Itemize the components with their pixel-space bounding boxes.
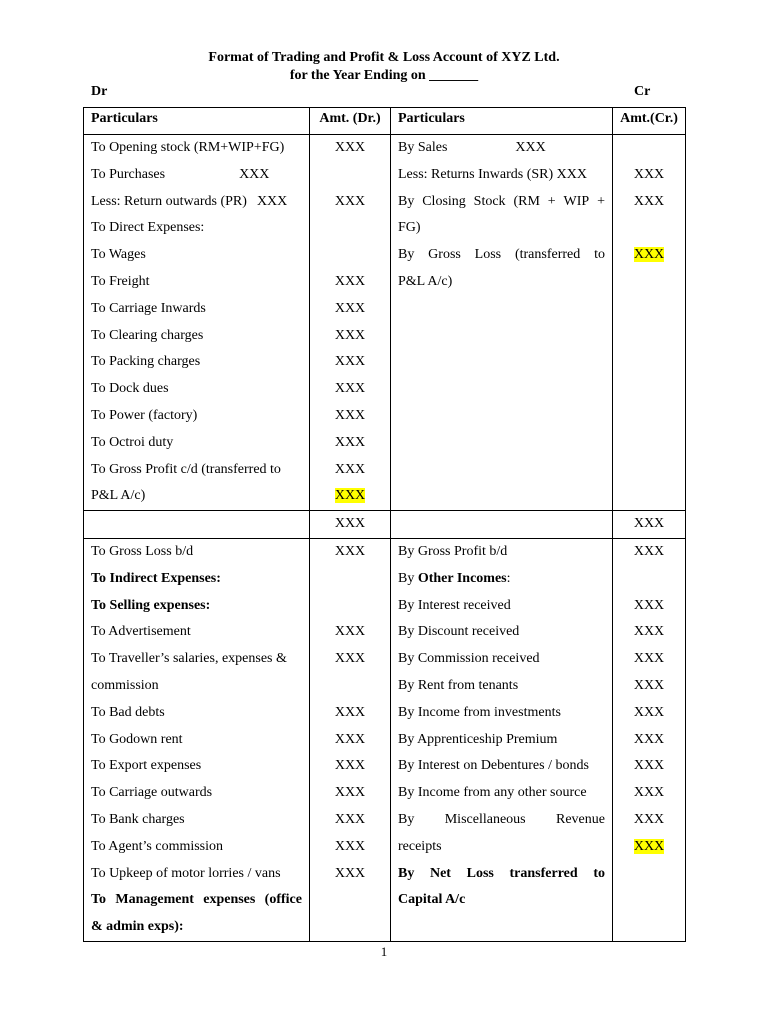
particular-word: Miscellaneous bbox=[444, 811, 526, 827]
cr-particulars bbox=[391, 162, 613, 189]
amount-value: XXX bbox=[334, 838, 366, 854]
header-particulars-dr: Particulars bbox=[84, 108, 310, 135]
amount-value: XXX bbox=[334, 193, 366, 209]
particular-text: To Freight bbox=[91, 273, 150, 289]
document-title: Format of Trading and Profit & Loss Account of XYZ Ltd. bbox=[208, 50, 560, 65]
particular-word: + bbox=[597, 193, 605, 209]
particular-word: WIP bbox=[563, 193, 590, 209]
dr-amount bbox=[310, 914, 391, 941]
amount-value: XXX bbox=[633, 758, 665, 774]
cr-particulars bbox=[391, 861, 613, 888]
dr-amount bbox=[310, 807, 391, 834]
dr-amount bbox=[310, 457, 391, 484]
cr-particulars-empty bbox=[391, 430, 613, 457]
account-row bbox=[84, 566, 686, 593]
particular-word: transferred bbox=[509, 865, 578, 881]
dr-amount bbox=[310, 566, 391, 593]
dr-amount bbox=[310, 673, 391, 700]
amount-value: XXX bbox=[334, 381, 366, 397]
account-row bbox=[84, 296, 686, 323]
particular-suffix: : bbox=[506, 570, 511, 586]
particular-justified-text bbox=[398, 861, 605, 888]
dr-amount bbox=[310, 162, 391, 189]
highlighted-amount: XXX bbox=[633, 247, 665, 263]
dr-particulars bbox=[84, 538, 310, 565]
dr-particulars bbox=[84, 242, 310, 269]
particular-text: Less: Returns Inwards (SR) XXX bbox=[398, 166, 587, 182]
particular-text: To Agent’s commission bbox=[91, 838, 224, 854]
dr-particulars bbox=[84, 135, 310, 162]
account-row bbox=[84, 673, 686, 700]
particular-text: To Advertisement bbox=[91, 624, 191, 640]
account-row bbox=[84, 593, 686, 620]
total-amount-cr: XXX bbox=[613, 511, 686, 539]
cr-amount bbox=[613, 914, 686, 941]
particular-bold-text: Other Incomes bbox=[417, 570, 507, 586]
particular-word: (transferred bbox=[514, 247, 581, 263]
account-row bbox=[84, 162, 686, 189]
amount-value: XXX bbox=[334, 731, 366, 747]
amount-value: XXX bbox=[633, 677, 665, 693]
account-row bbox=[84, 135, 686, 162]
cr-particulars bbox=[391, 215, 613, 242]
particular-text: To Gross Profit c/d (transferred to bbox=[91, 461, 281, 477]
amount-value: XXX bbox=[633, 624, 665, 640]
particular-text: To Power (factory) bbox=[91, 407, 198, 423]
cr-particulars bbox=[391, 135, 613, 162]
dr-amount bbox=[310, 323, 391, 350]
particular-text: By Commission received bbox=[398, 651, 540, 667]
account-row bbox=[84, 457, 686, 484]
particular-text: To Gross Loss b/d bbox=[91, 543, 194, 559]
cr-particulars bbox=[391, 727, 613, 754]
amount-value: XXX bbox=[334, 651, 366, 667]
particular-text: FG) bbox=[398, 220, 421, 236]
dr-amount bbox=[310, 780, 391, 807]
dr-amount bbox=[310, 887, 391, 914]
account-row bbox=[84, 887, 686, 914]
account-row bbox=[84, 753, 686, 780]
dr-particulars bbox=[84, 457, 310, 484]
cr-amount bbox=[613, 861, 686, 888]
dr-amount bbox=[310, 538, 391, 565]
dr-particulars bbox=[84, 646, 310, 673]
account-row bbox=[84, 483, 686, 510]
cr-amount bbox=[613, 673, 686, 700]
particular-justified-text bbox=[91, 887, 302, 914]
dr-particulars bbox=[84, 753, 310, 780]
dr-amount bbox=[310, 646, 391, 673]
dr-particulars bbox=[84, 566, 310, 593]
particular-word: expenses bbox=[203, 892, 256, 908]
highlighted-amount: XXX bbox=[334, 488, 366, 504]
particular-text: By Income from investments bbox=[398, 704, 561, 720]
dr-particulars bbox=[84, 887, 310, 914]
particular-word: To bbox=[91, 892, 107, 908]
dr-particulars bbox=[84, 162, 310, 189]
particular-text: receipts bbox=[398, 838, 442, 854]
amount-value: XXX bbox=[334, 624, 366, 640]
dr-particulars bbox=[84, 269, 310, 296]
account-row bbox=[84, 376, 686, 403]
amount-value: XXX bbox=[334, 140, 366, 155]
particular-text: P&L A/c) bbox=[91, 488, 146, 504]
particular-text: Less: Return outwards (PR) bbox=[91, 193, 247, 209]
account-row bbox=[84, 242, 686, 269]
amount-value: XXX bbox=[334, 461, 366, 477]
particular-text: Capital A/c bbox=[398, 892, 466, 908]
amount-value: XXX bbox=[334, 354, 366, 370]
dr-amount bbox=[310, 753, 391, 780]
cr-particulars-empty bbox=[391, 403, 613, 430]
cr-amount bbox=[613, 753, 686, 780]
dr-amount bbox=[310, 189, 391, 216]
cr-amount bbox=[613, 376, 686, 403]
account-row bbox=[84, 646, 686, 673]
account-row bbox=[84, 727, 686, 754]
particular-justified-text bbox=[398, 242, 605, 269]
particular-text: To Direct Expenses: bbox=[91, 220, 205, 236]
amount-value: XXX bbox=[334, 543, 366, 559]
cr-amount bbox=[613, 538, 686, 565]
dr-amount bbox=[310, 403, 391, 430]
dr-amount bbox=[310, 593, 391, 620]
dr-amount bbox=[310, 861, 391, 888]
particular-text: To Octroi duty bbox=[91, 434, 174, 450]
amount-value: XXX bbox=[633, 731, 665, 747]
particular-text: To Selling expenses: bbox=[91, 597, 211, 613]
amount-value: XXX bbox=[334, 865, 366, 881]
particular-text: To Bank charges bbox=[91, 811, 185, 827]
amount-value: XXX bbox=[633, 785, 665, 801]
particular-word: Loss bbox=[466, 865, 494, 881]
dr-amount bbox=[310, 727, 391, 754]
trading-pl-account-table bbox=[83, 107, 686, 942]
dr-amount bbox=[310, 619, 391, 646]
dr-particulars bbox=[84, 727, 310, 754]
particular-word: + bbox=[547, 193, 556, 209]
account-row bbox=[84, 834, 686, 861]
cr-particulars-empty bbox=[391, 376, 613, 403]
particular-text: By Sales bbox=[398, 140, 448, 155]
cr-particulars bbox=[391, 700, 613, 727]
particular-text: By Discount received bbox=[398, 624, 520, 640]
account-row bbox=[84, 189, 686, 216]
particular-word: By bbox=[398, 193, 415, 209]
particular-word: Stock bbox=[473, 193, 506, 209]
particular-text: P&L A/c) bbox=[398, 273, 453, 289]
dr-particulars bbox=[84, 673, 310, 700]
cr-amount bbox=[613, 189, 686, 216]
cr-particulars bbox=[391, 753, 613, 780]
cr-amount bbox=[613, 834, 686, 861]
dr-particulars bbox=[84, 349, 310, 376]
dr-particulars bbox=[84, 189, 310, 216]
cr-amount bbox=[613, 242, 686, 269]
account-row bbox=[84, 780, 686, 807]
particular-text: To Traveller’s salaries, expenses & bbox=[91, 651, 287, 667]
dr-particulars bbox=[84, 323, 310, 350]
dr-amount bbox=[310, 242, 391, 269]
totals-blank-dr bbox=[84, 511, 310, 539]
particular-text: To Indirect Expenses: bbox=[91, 570, 221, 586]
particular-text: To Opening stock (RM+WIP+FG) bbox=[91, 140, 285, 155]
cr-particulars bbox=[391, 646, 613, 673]
dr-amount bbox=[310, 215, 391, 242]
particular-text: To Purchases bbox=[91, 166, 166, 182]
amount-value: XXX bbox=[334, 758, 366, 774]
dr-particulars bbox=[84, 376, 310, 403]
particular-word: Revenue bbox=[556, 811, 605, 827]
cr-particulars bbox=[391, 887, 613, 914]
cr-amount bbox=[613, 593, 686, 620]
cr-amount bbox=[613, 403, 686, 430]
cr-particulars bbox=[391, 242, 613, 269]
amount-value: XXX bbox=[334, 704, 366, 720]
dr-amount bbox=[310, 376, 391, 403]
account-row bbox=[84, 861, 686, 888]
dr-particulars bbox=[84, 483, 310, 510]
particular-text: To Godown rent bbox=[91, 731, 183, 747]
particular-text: To Wages bbox=[91, 247, 146, 263]
cr-particulars-empty bbox=[391, 914, 613, 941]
dr-amount bbox=[310, 430, 391, 457]
cr-amount bbox=[613, 483, 686, 510]
cr-amount bbox=[613, 430, 686, 457]
dr-particulars bbox=[84, 700, 310, 727]
cr-particulars-empty bbox=[391, 483, 613, 510]
cr-particulars-empty bbox=[391, 457, 613, 484]
document-subtitle: for the Year Ending on _______ bbox=[289, 68, 479, 83]
dr-particulars bbox=[84, 403, 310, 430]
account-row bbox=[84, 349, 686, 376]
particular-text: To Carriage Inwards bbox=[91, 300, 206, 316]
credit-side-label: Cr bbox=[634, 84, 651, 99]
header-amount-dr: Amt. (Dr.) bbox=[310, 108, 391, 135]
particular-justified-text bbox=[398, 807, 605, 834]
dr-particulars bbox=[84, 593, 310, 620]
particular-word: Loss bbox=[474, 247, 502, 263]
amount-value: XXX bbox=[633, 704, 665, 720]
particular-text: To Bad debts bbox=[91, 704, 165, 720]
cr-amount bbox=[613, 296, 686, 323]
amount-value: XXX bbox=[633, 166, 665, 182]
cr-particulars bbox=[391, 593, 613, 620]
highlighted-amount: XXX bbox=[633, 838, 665, 854]
cr-amount bbox=[613, 887, 686, 914]
cr-amount bbox=[613, 727, 686, 754]
cr-particulars bbox=[391, 807, 613, 834]
particular-word: By bbox=[398, 811, 415, 827]
cr-particulars bbox=[391, 566, 613, 593]
amount-value: XXX bbox=[334, 434, 366, 450]
header-particulars-cr: Particulars bbox=[391, 108, 613, 135]
inline-amount: XXX bbox=[239, 166, 270, 182]
cr-amount bbox=[613, 349, 686, 376]
particular-text: By Income from any other source bbox=[398, 785, 587, 801]
amount-value: XXX bbox=[334, 407, 366, 423]
particular-text: By Rent from tenants bbox=[398, 677, 519, 693]
inline-amount: XXX bbox=[256, 193, 288, 209]
cr-particulars bbox=[391, 673, 613, 700]
particular-justified-text bbox=[398, 189, 605, 216]
cr-particulars bbox=[391, 619, 613, 646]
dr-amount bbox=[310, 135, 391, 162]
amount-value: XXX bbox=[334, 811, 366, 827]
dr-particulars bbox=[84, 914, 310, 941]
amount-value: XXX bbox=[633, 597, 665, 613]
account-row bbox=[84, 700, 686, 727]
account-row bbox=[84, 215, 686, 242]
cr-amount bbox=[613, 323, 686, 350]
account-row bbox=[84, 914, 686, 941]
particular-word: Gross bbox=[428, 247, 461, 263]
cr-particulars bbox=[391, 189, 613, 216]
cr-amount bbox=[613, 807, 686, 834]
dr-particulars bbox=[84, 430, 310, 457]
particular-text: By Apprenticeship Premium bbox=[398, 731, 558, 747]
particular-text: To Export expenses bbox=[91, 758, 202, 774]
cr-amount bbox=[613, 780, 686, 807]
account-row bbox=[84, 538, 686, 565]
trading-totals-row bbox=[84, 511, 686, 539]
dr-particulars bbox=[84, 619, 310, 646]
particular-word: Closing bbox=[422, 193, 466, 209]
dr-amount bbox=[310, 700, 391, 727]
particular-text: By Interest received bbox=[398, 597, 511, 613]
page-number: 1 bbox=[380, 944, 388, 959]
particular-text: To Carriage outwards bbox=[91, 785, 213, 801]
particular-text: By Interest on Debentures / bonds bbox=[398, 758, 589, 774]
account-row bbox=[84, 807, 686, 834]
header-amount-cr: Amt.(Cr.) bbox=[613, 108, 686, 135]
amount-value: XXX bbox=[633, 543, 665, 559]
account-row bbox=[84, 430, 686, 457]
particular-word: By bbox=[398, 865, 415, 881]
particular-word: to bbox=[593, 865, 605, 881]
particular-text: To Upkeep of motor lorries / vans bbox=[91, 865, 281, 881]
dr-particulars bbox=[84, 296, 310, 323]
cr-particulars bbox=[391, 780, 613, 807]
particular-prefix: By bbox=[398, 570, 418, 586]
cr-amount bbox=[613, 162, 686, 189]
dr-amount bbox=[310, 296, 391, 323]
particular-text: By Gross Profit b/d bbox=[398, 543, 508, 559]
amount-value: XXX bbox=[334, 785, 366, 801]
particular-text: To Clearing charges bbox=[91, 327, 204, 343]
cr-amount bbox=[613, 135, 686, 162]
particular-word: (office bbox=[264, 892, 302, 908]
amount-value: XXX bbox=[633, 651, 665, 667]
totals-blank-cr bbox=[391, 511, 613, 539]
dr-particulars bbox=[84, 861, 310, 888]
debit-side-label: Dr bbox=[91, 84, 108, 99]
cr-particulars-empty bbox=[391, 296, 613, 323]
cr-amount bbox=[613, 215, 686, 242]
cr-particulars bbox=[391, 269, 613, 296]
cr-amount bbox=[613, 457, 686, 484]
cr-amount bbox=[613, 269, 686, 296]
particular-text: To Dock dues bbox=[91, 381, 169, 397]
account-row bbox=[84, 323, 686, 350]
dr-particulars bbox=[84, 215, 310, 242]
particular-word: Net bbox=[429, 865, 451, 881]
account-row bbox=[84, 269, 686, 296]
particular-text: To Packing charges bbox=[91, 354, 201, 370]
cr-amount bbox=[613, 566, 686, 593]
particular-text: & admin exps): bbox=[91, 919, 184, 935]
cr-particulars-empty bbox=[391, 323, 613, 350]
particular-word: (RM bbox=[513, 193, 540, 209]
account-row bbox=[84, 403, 686, 430]
particular-word: By bbox=[398, 247, 415, 263]
dr-particulars bbox=[84, 834, 310, 861]
amount-value: XXX bbox=[334, 273, 366, 289]
account-row bbox=[84, 619, 686, 646]
particular-word: to bbox=[594, 247, 605, 263]
particular-word: Management bbox=[115, 892, 194, 908]
amount-value: XXX bbox=[334, 300, 366, 316]
cr-particulars-empty bbox=[391, 349, 613, 376]
amount-value: XXX bbox=[334, 327, 366, 343]
dr-amount bbox=[310, 483, 391, 510]
amount-value: XXX bbox=[633, 811, 665, 827]
cr-particulars bbox=[391, 834, 613, 861]
dr-amount bbox=[310, 349, 391, 376]
cr-amount bbox=[613, 646, 686, 673]
dr-amount bbox=[310, 834, 391, 861]
table-header-row bbox=[84, 108, 686, 135]
account-body bbox=[84, 135, 686, 942]
dr-amount bbox=[310, 269, 391, 296]
dr-particulars bbox=[84, 807, 310, 834]
cr-amount bbox=[613, 700, 686, 727]
total-amount-dr: XXX bbox=[310, 511, 391, 539]
dr-particulars bbox=[84, 780, 310, 807]
inline-amount: XXX bbox=[515, 140, 546, 155]
cr-particulars bbox=[391, 538, 613, 565]
amount-value: XXX bbox=[633, 193, 665, 209]
cr-amount bbox=[613, 619, 686, 646]
particular-text: commission bbox=[91, 677, 159, 693]
